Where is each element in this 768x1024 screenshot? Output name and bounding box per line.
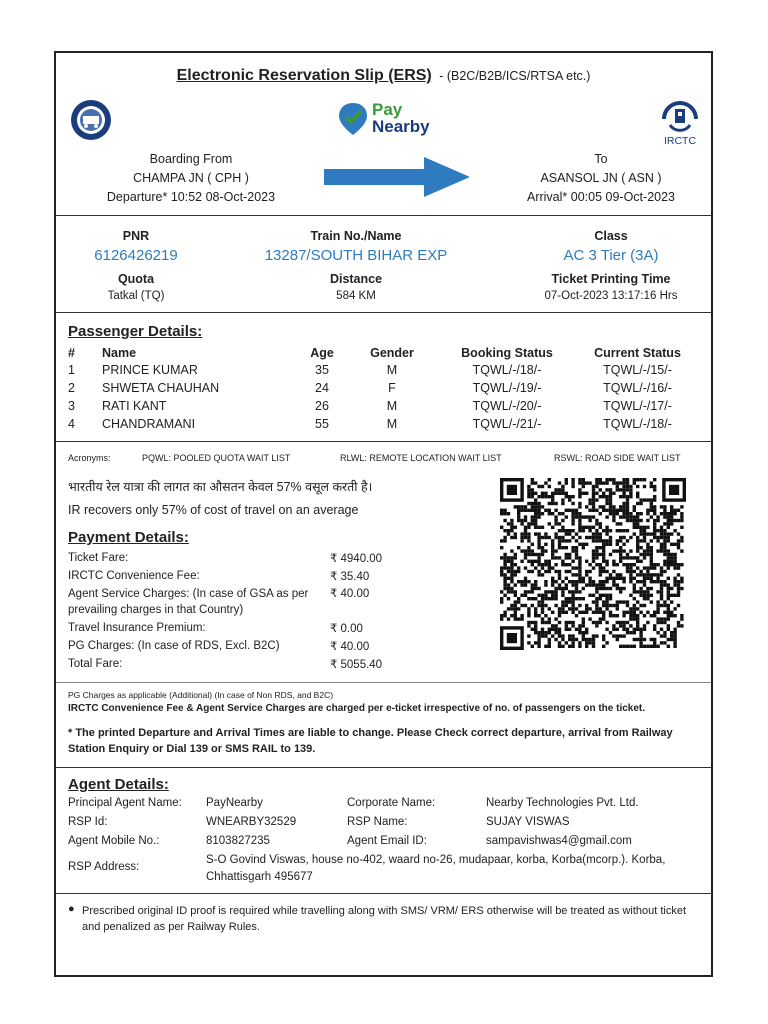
agent-mobile-value: 8103827235 — [206, 835, 270, 847]
payment-row — [68, 549, 388, 567]
brand-pay: Pay — [372, 100, 403, 119]
cell-age: 24 — [315, 381, 329, 395]
table-row — [68, 397, 693, 415]
passenger-section — [56, 313, 711, 442]
col-header-name: Name — [102, 345, 137, 360]
cell-name: RATI KANT — [102, 399, 167, 413]
cell-gender: M — [386, 363, 398, 377]
rsp-id-value: WNEARBY32529 — [206, 816, 297, 828]
cell-current-status: TQWL/-/16/- — [603, 381, 672, 395]
bullet-icon: ● — [68, 903, 75, 915]
train-value: 13287/SOUTH BIHAR EXP — [264, 247, 448, 264]
col-header-number: # — [68, 345, 75, 360]
acronym-pqwl: PQWL: POOLED QUOTA WAIT LIST — [142, 453, 291, 463]
quota-label: Quota — [117, 272, 155, 286]
brand-nearby: Nearby — [372, 117, 430, 136]
payment-value: ₹ 40.00 — [330, 588, 370, 600]
qr-code-icon — [500, 478, 686, 650]
title-row — [56, 67, 711, 85]
fee-note: IRCTC Convenience Fee & Agent Service Charges are charged per e-ticket irrespective of no. of passengers on the ticket. — [68, 703, 646, 714]
cell-booking-status: TQWL/-/18/- — [472, 363, 542, 377]
cell-gender: M — [386, 417, 398, 431]
passenger-header-row — [68, 344, 693, 361]
col-header-booking-status: Booking Status — [461, 345, 553, 360]
indian-railways-logo-icon — [68, 99, 114, 141]
rsp-address-value: S-O Govind Viswas, house no-402, waard no-26, mudapaar, korba, Korba(mcorp.). Korba, Chhattisgarh 495677 — [206, 854, 666, 883]
payment-row — [68, 585, 388, 619]
acronyms-label: Acronyms: — [68, 453, 111, 463]
payment-label: PG Charges: (In case of RDS, Excl. B2C) — [68, 640, 280, 652]
passenger-table — [68, 344, 693, 433]
payment-value: ₹ 5055.40 — [330, 659, 383, 671]
rsp-address-label: RSP Address: — [68, 861, 140, 873]
time-note: * The printed Departure and Arrival Times are liable to change. Please Check correct departure, arrival from Railway Station Enquiry or Dial 139 or SMS RAIL to 139. — [68, 727, 673, 755]
train-label: Train No./Name — [310, 229, 402, 243]
principal-agent-label: Principal Agent Name: — [68, 797, 182, 809]
to-label: To — [594, 152, 608, 166]
print-time-label: Ticket Printing Time — [551, 272, 671, 286]
payment-label: IRCTC Convenience Fee: — [68, 570, 200, 582]
agent-section — [56, 768, 711, 894]
direction-arrow-icon — [324, 157, 472, 197]
table-row — [68, 361, 693, 379]
print-time-value: 07-Oct-2023 13:17:16 Hrs — [544, 290, 678, 302]
payment-value: ₹ 4940.00 — [330, 553, 383, 565]
cell-name: SHWETA CHAUHAN — [102, 381, 220, 395]
payment-row — [68, 619, 388, 637]
payment-row — [68, 655, 388, 673]
pnr-label: PNR — [122, 229, 150, 243]
irctc-label: IRCTC — [663, 135, 697, 147]
notes-section — [56, 683, 711, 768]
agent-heading: Agent Details: — [68, 776, 169, 793]
paynearby-pin-icon — [336, 101, 370, 137]
journey-section — [56, 216, 711, 313]
cell-current-status: TQWL/-/17/- — [603, 399, 672, 413]
agent-email-label: Agent Email ID: — [347, 835, 427, 847]
payment-row — [68, 637, 388, 655]
arrival-line — [486, 190, 716, 204]
payment-label: Ticket Fare: — [68, 552, 129, 564]
departure-label: Departure* — [106, 190, 168, 204]
principal-agent-value: PayNearby — [206, 797, 263, 809]
cell-booking-status: TQWL/-/20/- — [472, 399, 542, 413]
acronym-rswl: RSWL: ROAD SIDE WAIT LIST — [554, 453, 681, 463]
cell-current-status: TQWL/-/18/- — [603, 417, 672, 431]
agent-email-value: sampavishwas4@gmail.com — [486, 835, 632, 847]
passenger-heading: Passenger Details: — [68, 323, 203, 340]
recovery-english: IR recovers only 57% of cost of travel on an average — [68, 503, 359, 517]
departure-line — [76, 190, 306, 204]
cell-booking-status: TQWL/-/21/- — [472, 417, 542, 431]
table-row — [68, 415, 693, 433]
rsp-name-label: RSP Name: — [347, 816, 408, 828]
acronym-rlwl: RLWL: REMOTE LOCATION WAIT LIST — [340, 453, 502, 463]
header-section — [56, 53, 711, 216]
payment-value: ₹ 35.40 — [330, 571, 370, 583]
col-header-age: Age — [310, 345, 334, 360]
cell-gender: M — [386, 399, 398, 413]
cell-age: 55 — [315, 417, 329, 431]
distance-value: 584 KM — [336, 290, 376, 302]
rsp-id-label: RSP Id: — [68, 816, 108, 828]
col-header-current-status: Current Status — [594, 345, 681, 360]
payment-heading: Payment Details: — [68, 529, 189, 546]
agent-mobile-label: Agent Mobile No.: — [68, 835, 160, 847]
cell-number: 2 — [68, 381, 75, 395]
page-subtitle: - (B2C/B2B/ICS/RTSA etc.) — [439, 69, 591, 83]
corporate-name-value: Nearby Technologies Pvt. Ltd. — [486, 797, 639, 809]
table-row — [68, 379, 693, 397]
irctc-emblem-icon — [660, 97, 700, 137]
cell-booking-status: TQWL/-/19/- — [472, 381, 542, 395]
to-station: ASANSOL JN ( ASN ) — [540, 171, 662, 185]
cell-age: 35 — [315, 363, 329, 377]
payment-value: ₹ 40.00 — [330, 641, 370, 653]
cell-gender: F — [388, 381, 396, 395]
payment-label: Agent Service Charges: (In case of GSA as per prevailing charges in that Country) — [68, 588, 309, 616]
footer-note: Prescribed original ID proof is required while travelling along with SMS/ VRM/ ERS otherwise will be treated as without ticket and penalized as per Railway Rules. — [82, 905, 687, 933]
footer-note-item — [68, 903, 703, 935]
page-title: Electronic Reservation Slip (ERS) — [176, 67, 432, 84]
class-label: Class — [594, 229, 628, 243]
ers-document — [54, 51, 713, 977]
payment-table — [68, 549, 388, 673]
corporate-name-label: Corporate Name: — [347, 797, 436, 809]
cell-age: 26 — [315, 399, 329, 413]
paynearby-logo — [336, 101, 456, 141]
cell-number: 1 — [68, 363, 75, 377]
arrival-value: 00:05 09-Oct-2023 — [570, 190, 676, 204]
payment-value: ₹ 0.00 — [330, 623, 363, 635]
quota-value: Tatkal (TQ) — [107, 290, 165, 302]
payment-row — [68, 567, 388, 585]
cell-number: 3 — [68, 399, 75, 413]
payment-label: Travel Insurance Premium: — [68, 622, 206, 634]
irctc-logo — [654, 97, 706, 149]
class-value: AC 3 Tier (3A) — [563, 247, 659, 264]
boarding-label: Boarding From — [149, 152, 233, 166]
departure-value: 10:52 08-Oct-2023 — [170, 190, 276, 204]
boarding-station: CHAMPA JN ( CPH ) — [133, 171, 249, 185]
col-header-gender: Gender — [370, 345, 414, 360]
pnr-value: 6126426219 — [94, 247, 178, 264]
distance-label: Distance — [329, 272, 383, 286]
cell-name: PRINCE KUMAR — [102, 363, 198, 377]
recovery-hindi: भारतीय रेल यात्रा की लागत का औसतन केवल 57% वसूल करती है। — [68, 480, 373, 494]
payment-section — [56, 442, 711, 683]
arrival-label: Arrival* — [526, 190, 568, 204]
cell-current-status: TQWL/-/15/- — [603, 363, 672, 377]
cell-number: 4 — [68, 417, 75, 431]
rsp-name-value: SUJAY VISWAS — [486, 816, 570, 828]
cell-name: CHANDRAMANI — [102, 417, 196, 431]
pg-note: PG Charges as applicable (Additional) (In case of Non RDS, and B2C) — [68, 690, 334, 700]
payment-label: Total Fare: — [68, 658, 123, 670]
